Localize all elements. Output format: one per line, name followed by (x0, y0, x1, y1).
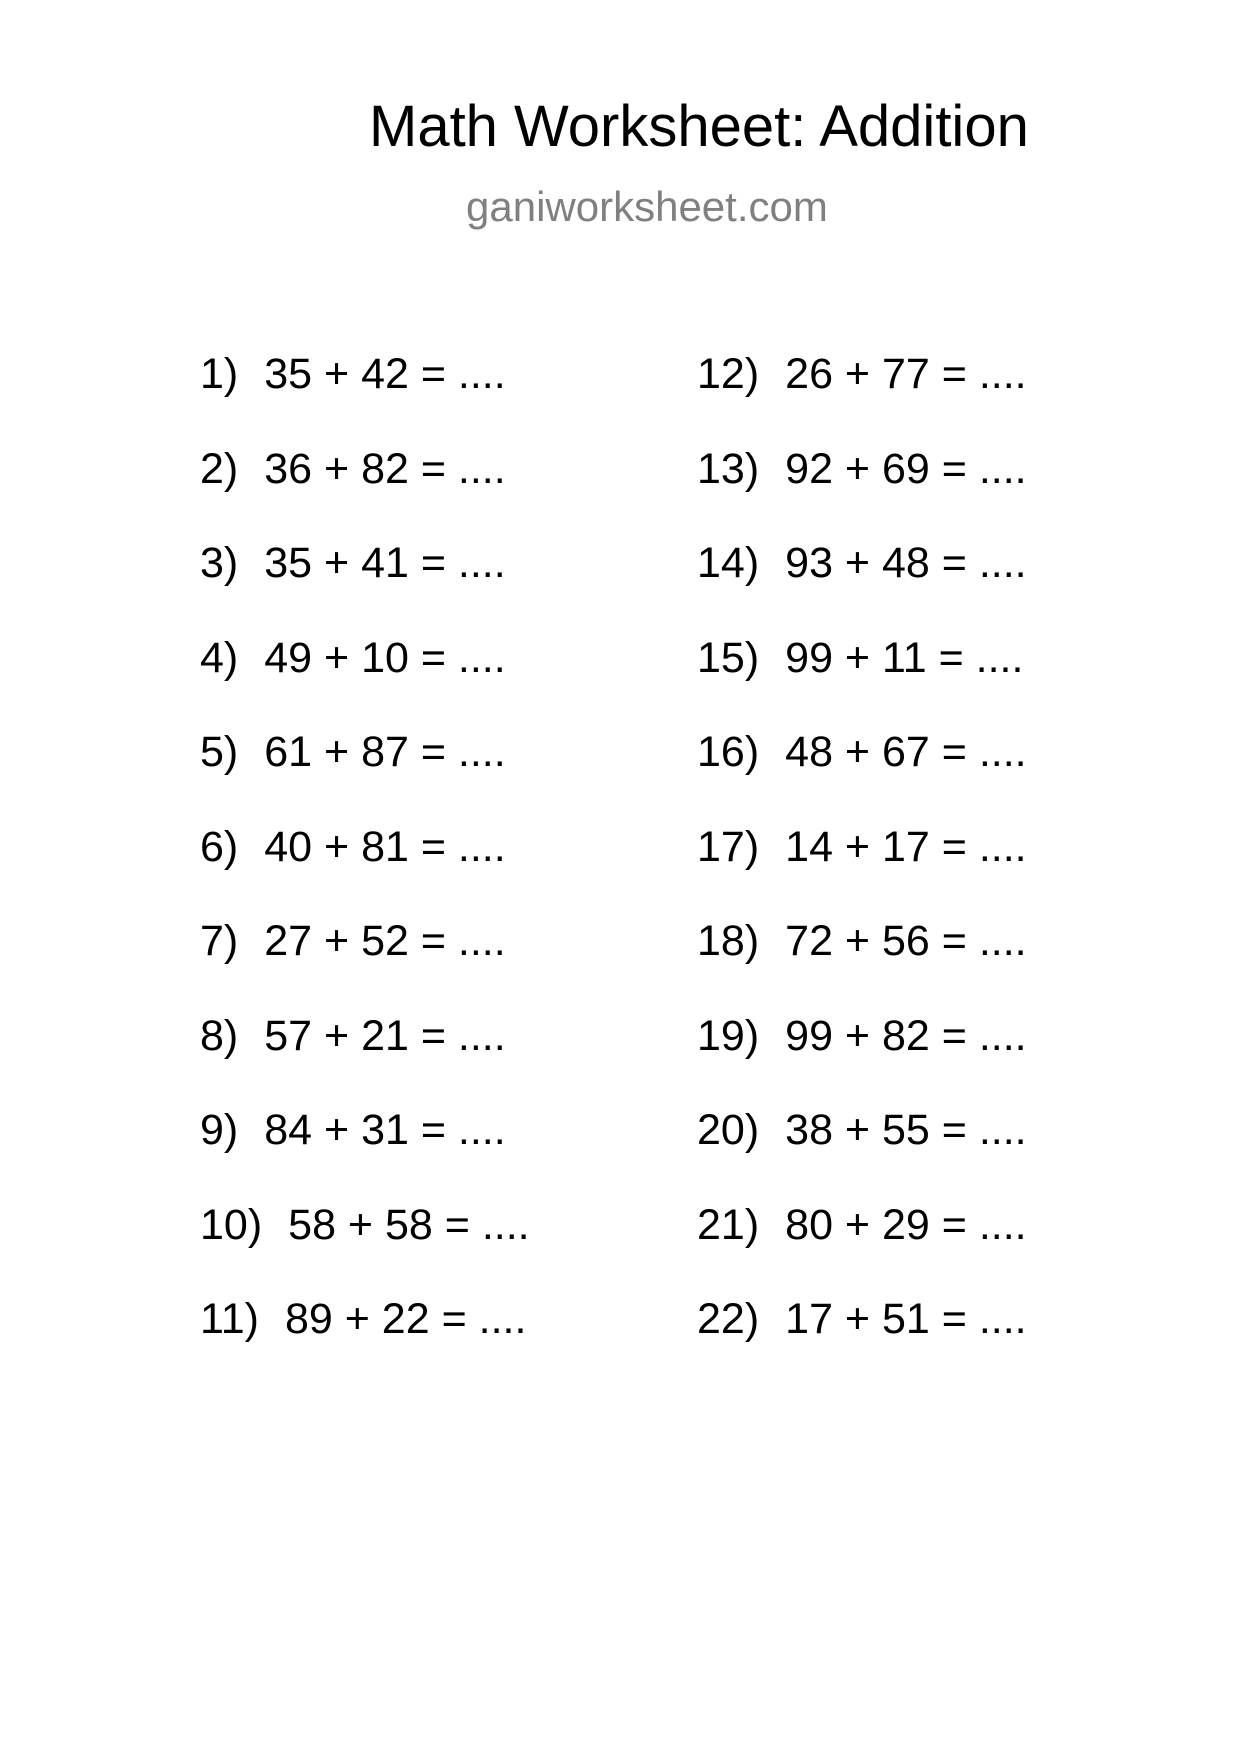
problem-number: 1) (200, 350, 239, 398)
problem-expression: 14 + 17 = .... (785, 823, 1027, 871)
problem-expression: 92 + 69 = .... (785, 445, 1027, 493)
problem-number: 14) (697, 539, 760, 587)
problem-expression: 80 + 29 = .... (785, 1201, 1027, 1249)
problem-6 (200, 823, 506, 871)
problem-expression: 17 + 51 = .... (785, 1295, 1027, 1343)
problem-1 (200, 350, 506, 398)
problem-expression: 36 + 82 = .... (264, 445, 506, 493)
problem-number: 10) (200, 1201, 263, 1249)
problem-22 (697, 1295, 1027, 1343)
problem-expression: 93 + 48 = .... (785, 539, 1027, 587)
problem-15 (697, 634, 1023, 682)
problem-expression: 99 + 82 = .... (785, 1012, 1027, 1060)
problem-2 (200, 445, 506, 493)
problem-expression: 57 + 21 = .... (264, 1012, 506, 1060)
problem-21 (697, 1201, 1027, 1249)
problem-expression: 48 + 67 = .... (785, 728, 1027, 776)
problem-expression: 84 + 31 = .... (264, 1106, 506, 1154)
problem-13 (697, 445, 1027, 493)
problem-number: 5) (200, 728, 239, 776)
problem-expression: 27 + 52 = .... (264, 917, 506, 965)
problem-expression: 26 + 77 = .... (785, 350, 1027, 398)
problem-expression: 38 + 55 = .... (785, 1106, 1027, 1154)
problem-18 (697, 917, 1027, 965)
problem-5 (200, 728, 506, 776)
problem-number: 6) (200, 823, 239, 871)
problem-19 (697, 1012, 1027, 1060)
problem-expression: 58 + 58 = .... (288, 1201, 530, 1249)
problem-17 (697, 823, 1027, 871)
problem-20 (697, 1106, 1027, 1154)
worksheet-title: Math Worksheet: Addition (369, 94, 1029, 159)
problem-expression: 35 + 42 = .... (264, 350, 506, 398)
problem-number: 17) (697, 823, 760, 871)
problem-10 (200, 1201, 530, 1249)
problem-12 (697, 350, 1027, 398)
problem-number: 16) (697, 728, 760, 776)
problem-number: 7) (200, 917, 239, 965)
problem-number: 3) (200, 539, 239, 587)
problem-expression: 89 + 22 = .... (284, 1295, 527, 1343)
problem-9 (200, 1106, 506, 1154)
problem-number: 18) (697, 917, 760, 965)
problem-7 (200, 917, 506, 965)
problem-number: 13) (697, 445, 760, 493)
problem-number: 9) (200, 1106, 239, 1154)
problem-expression: 72 + 56 = .... (785, 917, 1027, 965)
problem-expression: 49 + 10 = .... (264, 634, 506, 682)
problem-number: 11) (200, 1295, 259, 1343)
website-name: ganiworksheet.com (466, 183, 828, 230)
problem-14 (697, 539, 1027, 587)
problem-3 (200, 539, 506, 587)
problem-expression: 40 + 81 = .... (264, 823, 506, 871)
problem-number: 22) (697, 1295, 760, 1343)
problem-expression: 35 + 41 = .... (264, 539, 506, 587)
problem-4 (200, 634, 506, 682)
problem-number: 8) (200, 1012, 239, 1060)
problem-expression: 99 + 11 = .... (785, 634, 1024, 682)
problem-number: 4) (200, 634, 239, 682)
problem-16 (697, 728, 1027, 776)
problem-number: 21) (697, 1201, 760, 1249)
problem-number: 12) (697, 350, 760, 398)
problem-number: 20) (697, 1106, 760, 1154)
problem-number: 19) (697, 1012, 760, 1060)
problem-number: 15) (697, 634, 760, 682)
problem-expression: 61 + 87 = .... (264, 728, 506, 776)
problem-number: 2) (200, 445, 239, 493)
problem-11 (200, 1295, 526, 1343)
problem-8 (200, 1012, 506, 1060)
